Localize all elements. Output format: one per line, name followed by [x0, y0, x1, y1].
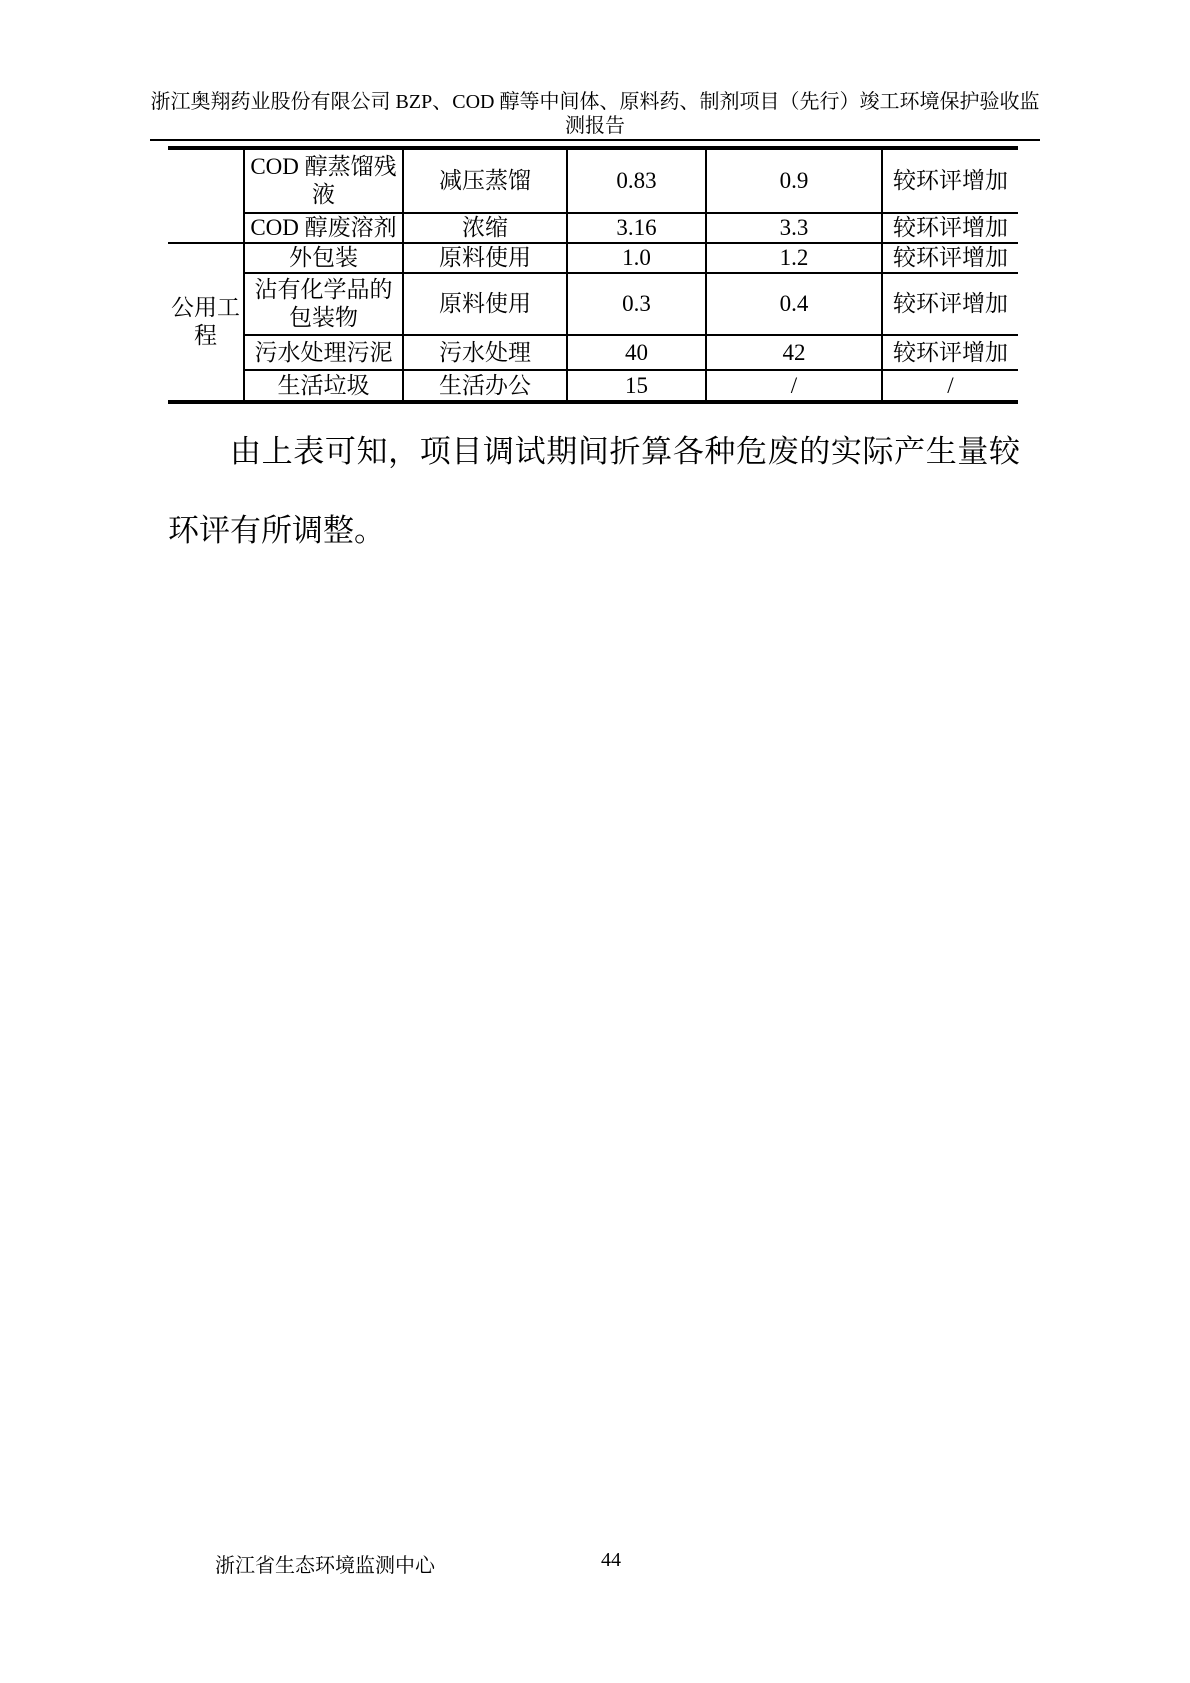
cell-eia-amount: /	[706, 370, 882, 402]
cell-eia-amount: 42	[706, 335, 882, 370]
cell-remark: 较环评增加	[882, 213, 1018, 243]
cell-source: 减压蒸馏	[403, 148, 567, 213]
cell-source: 原料使用	[403, 273, 567, 335]
cell-remark: 较环评增加	[882, 243, 1018, 273]
cell-section-empty	[168, 148, 244, 243]
table-row	[168, 335, 1018, 370]
cell-waste-name: 污水处理污泥	[244, 335, 403, 370]
header-title: 浙江奥翔药业股份有限公司 BZP、COD 醇等中间体、原料药、制剂项目（先行）竣工环境保护验收监测报告	[150, 91, 1040, 137]
cell-eia-amount: 0.4	[706, 273, 882, 335]
cell-remark: 较环评增加	[882, 148, 1018, 213]
cell-source: 生活办公	[403, 370, 567, 402]
cell-eia-amount: 1.2	[706, 243, 882, 273]
hazardous-waste-table	[168, 146, 1018, 404]
cell-actual-amount: 1.0	[567, 243, 706, 273]
cell-remark: /	[882, 370, 1018, 402]
cell-eia-amount: 0.9	[706, 148, 882, 213]
table-row	[168, 370, 1018, 402]
cell-remark: 较环评增加	[882, 273, 1018, 335]
cell-waste-name: 生活垃圾	[244, 370, 403, 402]
footer-page-number: 44	[601, 1549, 621, 1571]
cell-section-label: 公用工程	[168, 243, 244, 402]
cell-actual-amount: 0.3	[567, 273, 706, 335]
cell-actual-amount: 40	[567, 335, 706, 370]
cell-eia-amount: 3.3	[706, 213, 882, 243]
table-row	[168, 243, 1018, 273]
cell-source: 浓缩	[403, 213, 567, 243]
cell-source: 污水处理	[403, 335, 567, 370]
cell-actual-amount: 15	[567, 370, 706, 402]
table-row	[168, 213, 1018, 243]
page-header	[150, 90, 1040, 141]
cell-waste-name: 外包装	[244, 243, 403, 273]
body-paragraph: 由上表可知，项目调试期间折算各种危废的实际产生量较环评有所调整。	[168, 434, 1020, 548]
cell-waste-name: COD 醇蒸馏残液	[244, 148, 403, 213]
table-row	[168, 273, 1018, 335]
footer-organization: 浙江省生态环境监测中心	[215, 1555, 435, 1577]
cell-actual-amount: 3.16	[567, 213, 706, 243]
table-row	[168, 148, 1018, 213]
cell-waste-name: 沾有化学品的包装物	[244, 273, 403, 335]
cell-actual-amount: 0.83	[567, 148, 706, 213]
cell-waste-name: COD 醇废溶剂	[244, 213, 403, 243]
cell-source: 原料使用	[403, 243, 567, 273]
cell-remark: 较环评增加	[882, 335, 1018, 370]
